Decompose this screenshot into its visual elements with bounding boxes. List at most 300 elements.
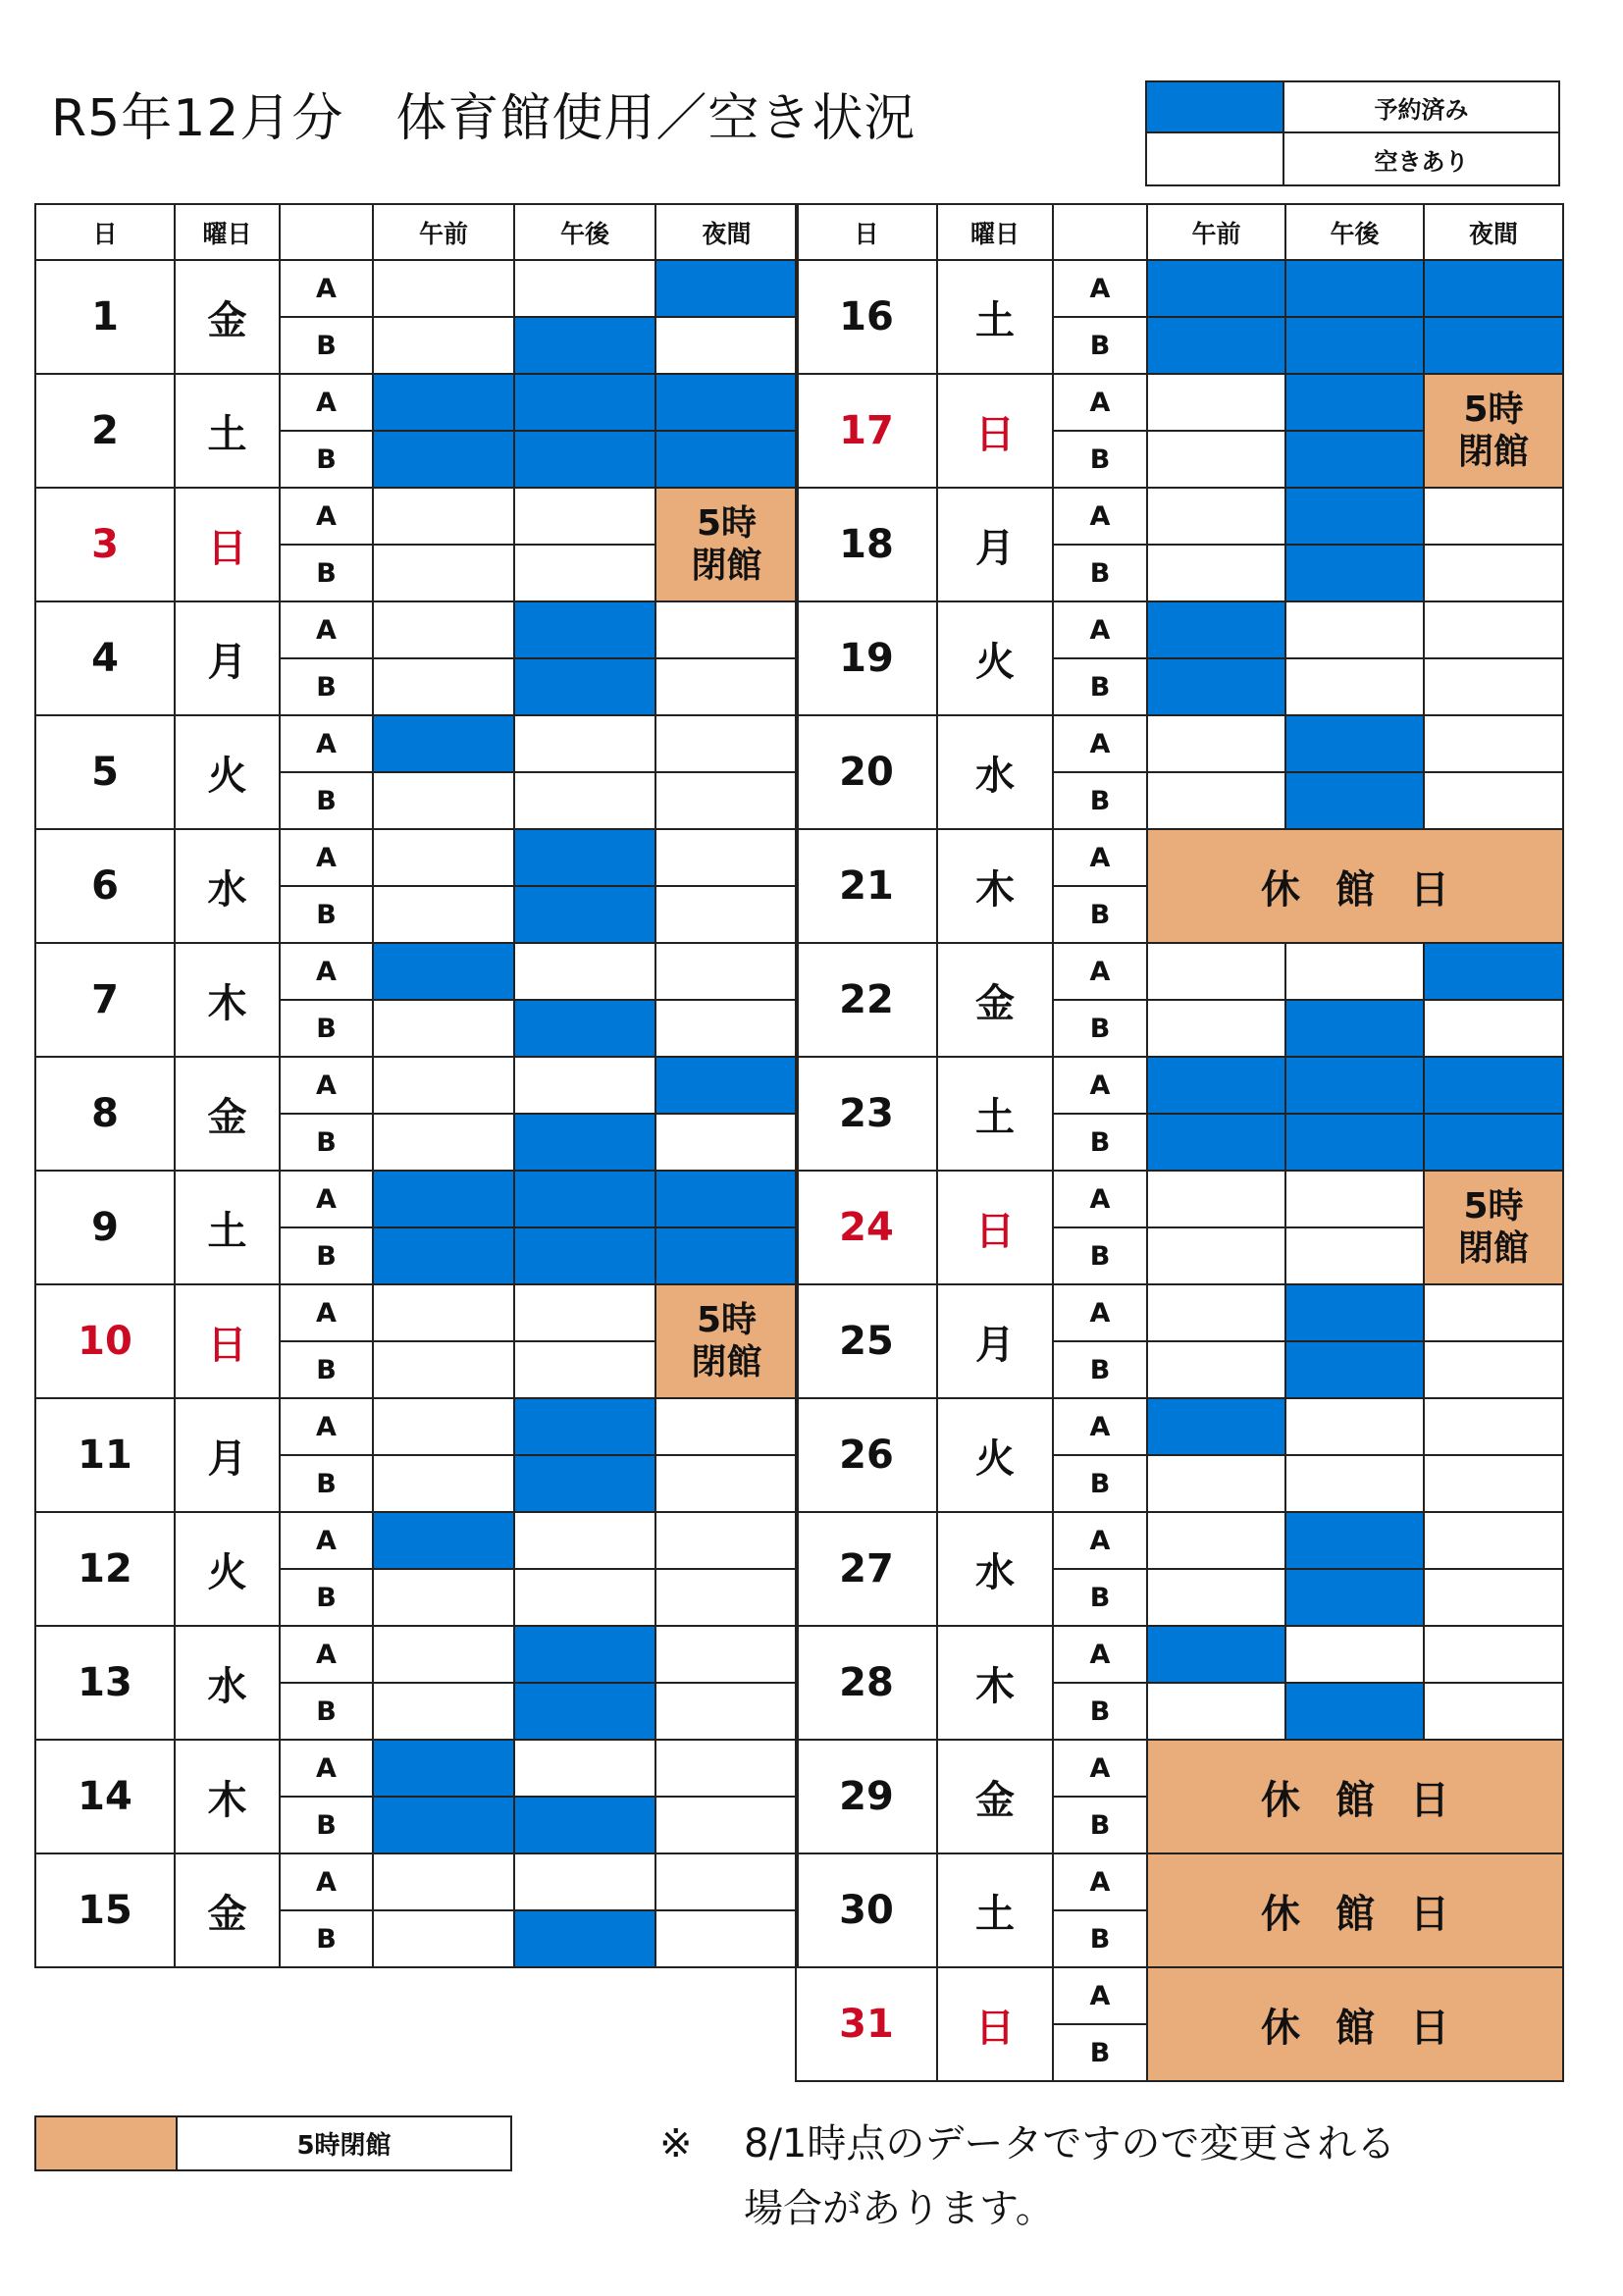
footnote-mark: ※ <box>659 2121 693 2166</box>
day-of-week: 火 <box>937 601 1053 715</box>
slot-am-a <box>1147 943 1285 1000</box>
slot-pm-a <box>1285 1512 1424 1569</box>
sub-label-b: B <box>1053 2024 1147 2081</box>
slot-am-a <box>373 1512 514 1569</box>
slot-am-a <box>1147 601 1285 658</box>
header-dow: 曜日 <box>937 204 1053 260</box>
day-of-week: 木 <box>175 943 280 1057</box>
day-of-week: 金 <box>175 260 280 374</box>
day-of-week: 日 <box>937 1171 1053 1284</box>
day-of-week: 木 <box>937 829 1053 943</box>
sub-label-a: A <box>280 1512 373 1569</box>
day-number: 14 <box>35 1740 175 1853</box>
footnote-line1: 8/1時点のデータですので変更される <box>744 2121 1396 2166</box>
slot-pm-a <box>514 715 655 772</box>
slot-am-b <box>1147 1341 1285 1398</box>
table-row <box>796 601 1563 658</box>
slot-am-b <box>1147 317 1285 374</box>
slot-pm-b <box>514 431 655 488</box>
slot-am-b <box>373 772 514 829</box>
day-number: 22 <box>796 943 937 1057</box>
slot-pm-b <box>1285 1569 1424 1626</box>
sub-label-b: B <box>280 1569 373 1626</box>
day-of-week: 土 <box>937 1853 1053 1967</box>
slot-night-a <box>1424 1512 1563 1569</box>
day-number: 27 <box>796 1512 937 1626</box>
day-number: 6 <box>35 829 175 943</box>
slot-am-a <box>1147 1171 1285 1227</box>
slot-night-b <box>1424 1569 1563 1626</box>
slot-am-a <box>373 260 514 317</box>
slot-am-a <box>1147 488 1285 545</box>
slot-pm-b <box>514 1455 655 1512</box>
day-number: 28 <box>796 1626 937 1740</box>
sub-label-a: A <box>280 488 373 545</box>
slot-am-b <box>373 317 514 374</box>
header-pm: 午後 <box>1285 204 1424 260</box>
sub-label-b: B <box>280 1455 373 1512</box>
day-of-week: 月 <box>937 1284 1053 1398</box>
sub-label-b: B <box>280 317 373 374</box>
table-row <box>796 829 1563 886</box>
day-number: 7 <box>35 943 175 1057</box>
table-row <box>35 1284 798 1341</box>
slot-night-b <box>655 1455 798 1512</box>
day-of-week: 土 <box>937 260 1053 374</box>
day-number: 20 <box>796 715 937 829</box>
day-number: 25 <box>796 1284 937 1398</box>
legend-bottom <box>34 2115 512 2171</box>
slot-pm-b <box>514 1114 655 1171</box>
slot-pm-a <box>514 488 655 545</box>
table-row <box>796 1853 1563 1910</box>
slot-am-a <box>373 1284 514 1341</box>
closed5-legend-label: 5時閉館 <box>296 2131 392 2161</box>
closed5-line2: 閉館 <box>1457 432 1529 472</box>
sub-label-a: A <box>1053 1284 1147 1341</box>
slot-pm-a <box>1285 260 1424 317</box>
table-row <box>35 1853 798 1910</box>
closed5-line2: 閉館 <box>691 1342 762 1383</box>
day-number: 23 <box>796 1057 937 1171</box>
slot-night-a <box>1424 943 1563 1000</box>
slot-night-a <box>1424 488 1563 545</box>
slot-am-b <box>373 1910 514 1967</box>
slot-am-b <box>373 545 514 601</box>
slot-night-b <box>1424 658 1563 715</box>
sub-label-b: B <box>1053 1683 1147 1740</box>
sub-label-a: A <box>1053 1740 1147 1797</box>
slot-night-b <box>1424 1455 1563 1512</box>
slot-night-b <box>655 1000 798 1057</box>
day-of-week: 金 <box>175 1057 280 1171</box>
slot-night-b <box>1424 317 1563 374</box>
slot-pm-a <box>514 829 655 886</box>
table-row <box>35 943 798 1000</box>
slot-night-a <box>1424 1398 1563 1455</box>
sub-label-a: A <box>1053 1398 1147 1455</box>
slot-am-a <box>373 1057 514 1114</box>
table-row <box>35 1171 798 1227</box>
table-row <box>796 1967 1563 2024</box>
day-number: 15 <box>35 1853 175 1967</box>
slot-am-b <box>373 1000 514 1057</box>
slot-pm-a <box>514 1057 655 1114</box>
table-row <box>796 1284 1563 1341</box>
slot-am-a <box>1147 374 1285 431</box>
slot-pm-a <box>514 1626 655 1683</box>
slot-pm-a <box>514 1512 655 1569</box>
day-number: 8 <box>35 1057 175 1171</box>
day-of-week: 水 <box>937 1512 1053 1626</box>
slot-pm-a <box>1285 601 1424 658</box>
header-am: 午前 <box>1147 204 1285 260</box>
sub-label-a: A <box>1053 1057 1147 1114</box>
table-row <box>796 1057 1563 1114</box>
slot-pm-a <box>1285 374 1424 431</box>
sub-label-a: A <box>280 1740 373 1797</box>
closed5-cell <box>655 488 798 601</box>
day-of-week: 火 <box>175 715 280 829</box>
sub-label-a: A <box>1053 1171 1147 1227</box>
slot-am-b <box>1147 1569 1285 1626</box>
closed5-swatch <box>36 2117 178 2169</box>
sub-label-b: B <box>280 1683 373 1740</box>
sub-label-b: B <box>1053 1455 1147 1512</box>
sub-label-b: B <box>1053 1569 1147 1626</box>
slot-night-a <box>655 1626 798 1683</box>
slot-night-a <box>655 715 798 772</box>
day-number: 29 <box>796 1740 937 1853</box>
slot-pm-b <box>514 1683 655 1740</box>
day-number: 26 <box>796 1398 937 1512</box>
slot-night-a <box>1424 715 1563 772</box>
sub-label-b: B <box>280 1114 373 1171</box>
sub-label-b: B <box>1053 431 1147 488</box>
slot-am-b <box>1147 1683 1285 1740</box>
slot-night-a <box>655 1512 798 1569</box>
sub-label-b: B <box>280 658 373 715</box>
sub-label-b: B <box>280 886 373 943</box>
free-swatch <box>1147 133 1284 184</box>
slot-night-b <box>655 1227 798 1284</box>
slot-pm-b <box>1285 431 1424 488</box>
slot-night-b <box>1424 1341 1563 1398</box>
sub-label-a: A <box>1053 260 1147 317</box>
slot-night-b <box>655 1910 798 1967</box>
slot-am-a <box>373 1853 514 1910</box>
day-number: 1 <box>35 260 175 374</box>
slot-night-a <box>1424 1284 1563 1341</box>
slot-pm-a <box>1285 1171 1424 1227</box>
table-row <box>35 1740 798 1797</box>
slot-am-a <box>373 943 514 1000</box>
sub-label-b: B <box>1053 545 1147 601</box>
slot-am-b <box>373 1683 514 1740</box>
day-of-week: 月 <box>175 601 280 715</box>
day-of-week: 月 <box>175 1398 280 1512</box>
legend-top <box>1145 80 1560 186</box>
slot-pm-b <box>1285 1000 1424 1057</box>
slot-pm-a <box>514 943 655 1000</box>
slot-pm-b <box>514 658 655 715</box>
sub-label-b: B <box>1053 1341 1147 1398</box>
slot-am-b <box>1147 1455 1285 1512</box>
slot-am-b <box>1147 545 1285 601</box>
closed5-line1: 5時 <box>1463 389 1524 430</box>
day-number: 21 <box>796 829 937 943</box>
table-row <box>35 260 798 317</box>
slot-am-a <box>1147 1284 1285 1341</box>
slot-pm-b <box>514 1569 655 1626</box>
table-row <box>35 1398 798 1455</box>
slot-pm-b <box>1285 1455 1424 1512</box>
day-number: 16 <box>796 260 937 374</box>
day-of-week: 日 <box>937 1967 1053 2081</box>
day-of-week: 金 <box>937 943 1053 1057</box>
table-row <box>35 488 798 545</box>
closed5-line2: 閉館 <box>691 546 762 586</box>
booked-swatch <box>1147 82 1284 133</box>
sub-label-b: B <box>280 1227 373 1284</box>
slot-pm-a <box>514 1284 655 1341</box>
slot-pm-a <box>514 374 655 431</box>
sub-label-a: A <box>1053 943 1147 1000</box>
slot-pm-a <box>514 1853 655 1910</box>
slot-pm-a <box>514 601 655 658</box>
slot-night-a <box>655 1398 798 1455</box>
table-row <box>796 715 1563 772</box>
free-legend-label: 空きあり <box>1374 147 1469 176</box>
slot-pm-a <box>514 1171 655 1227</box>
slot-night-b <box>655 658 798 715</box>
header-night: 夜間 <box>1424 204 1563 260</box>
header-sub <box>1053 204 1147 260</box>
header-sub <box>280 204 373 260</box>
slot-night-a <box>655 1740 798 1797</box>
sub-label-b: B <box>280 545 373 601</box>
header-row <box>35 204 798 260</box>
table-row <box>796 1398 1563 1455</box>
slot-pm-a <box>514 1740 655 1797</box>
slot-am-a <box>373 1398 514 1455</box>
sub-label-a: A <box>1053 601 1147 658</box>
day-number: 10 <box>35 1284 175 1398</box>
slot-pm-b <box>1285 545 1424 601</box>
slot-night-b <box>1424 1683 1563 1740</box>
slot-pm-b <box>514 1000 655 1057</box>
slot-night-b <box>655 1569 798 1626</box>
sub-label-a: A <box>1053 1853 1147 1910</box>
day-of-week: 日 <box>175 488 280 601</box>
slot-pm-b <box>514 772 655 829</box>
slot-pm-b <box>1285 1227 1424 1284</box>
closed5-line1: 5時 <box>1463 1185 1524 1226</box>
slot-am-a <box>373 601 514 658</box>
header-pm: 午後 <box>514 204 655 260</box>
slot-am-b <box>1147 431 1285 488</box>
sub-label-b: B <box>1053 317 1147 374</box>
day-number: 24 <box>796 1171 937 1284</box>
holiday-cell: 休館日 <box>1147 829 1563 943</box>
slot-night-a <box>655 829 798 886</box>
day-of-week: 水 <box>937 715 1053 829</box>
slot-night-b <box>655 1114 798 1171</box>
sub-label-b: B <box>280 1797 373 1853</box>
slot-am-a <box>373 1171 514 1227</box>
sub-label-b: B <box>1053 1910 1147 1967</box>
slot-am-a <box>1147 1057 1285 1114</box>
slot-night-a <box>655 260 798 317</box>
slot-am-a <box>373 829 514 886</box>
slot-pm-b <box>514 545 655 601</box>
table-row <box>35 1626 798 1683</box>
table-row <box>796 943 1563 1000</box>
slot-night-a <box>655 1853 798 1910</box>
slot-night-a <box>1424 601 1563 658</box>
sub-label-a: A <box>1053 1626 1147 1683</box>
day-number: 4 <box>35 601 175 715</box>
slot-pm-b <box>1285 317 1424 374</box>
day-number: 9 <box>35 1171 175 1284</box>
table-row <box>796 260 1563 317</box>
sub-label-b: B <box>280 1000 373 1057</box>
table-row <box>35 829 798 886</box>
slot-night-a <box>655 1171 798 1227</box>
sub-label-a: A <box>1053 374 1147 431</box>
day-number: 31 <box>796 1967 937 2081</box>
slot-pm-b <box>514 1910 655 1967</box>
slot-am-b <box>373 431 514 488</box>
sub-label-b: B <box>1053 772 1147 829</box>
sub-label-b: B <box>1053 1797 1147 1853</box>
day-of-week: 金 <box>175 1853 280 1967</box>
slot-pm-b <box>1285 1114 1424 1171</box>
slot-am-a <box>373 715 514 772</box>
day-of-week: 火 <box>937 1398 1053 1512</box>
sub-label-b: B <box>1053 886 1147 943</box>
slot-night-a <box>1424 260 1563 317</box>
slot-pm-a <box>514 1398 655 1455</box>
day-of-week: 木 <box>175 1740 280 1853</box>
day-number: 3 <box>35 488 175 601</box>
table-row <box>796 1626 1563 1683</box>
day-number: 19 <box>796 601 937 715</box>
slot-pm-a <box>1285 1284 1424 1341</box>
sub-label-a: A <box>280 601 373 658</box>
slot-am-a <box>1147 1626 1285 1683</box>
sub-label-a: A <box>1053 488 1147 545</box>
day-number: 12 <box>35 1512 175 1626</box>
slot-night-b <box>1424 1114 1563 1171</box>
slot-night-b <box>1424 1000 1563 1057</box>
slot-am-a <box>1147 715 1285 772</box>
slot-night-a <box>655 1057 798 1114</box>
day-number: 18 <box>796 488 937 601</box>
sub-label-a: A <box>280 374 373 431</box>
slot-am-b <box>373 658 514 715</box>
day-of-week: 金 <box>937 1740 1053 1853</box>
slot-pm-b <box>514 1797 655 1853</box>
table-row <box>35 1057 798 1114</box>
slot-pm-a <box>1285 1057 1424 1114</box>
closed5-cell <box>655 1284 798 1398</box>
schedule-table-right <box>795 203 1564 2082</box>
sub-label-a: A <box>280 715 373 772</box>
slot-am-a <box>373 1626 514 1683</box>
slot-am-a <box>373 488 514 545</box>
slot-night-a <box>655 943 798 1000</box>
table-row <box>796 488 1563 545</box>
sub-label-b: B <box>1053 1114 1147 1171</box>
day-number: 17 <box>796 374 937 488</box>
header-row <box>796 204 1563 260</box>
closed5-line1: 5時 <box>696 1299 758 1340</box>
sub-label-a: A <box>280 1171 373 1227</box>
slot-night-b <box>655 1683 798 1740</box>
table-row <box>796 1171 1563 1227</box>
day-of-week: 土 <box>175 1171 280 1284</box>
footnote-line2: 場合があります。 <box>744 2186 1055 2231</box>
header-day: 日 <box>796 204 937 260</box>
day-number: 11 <box>35 1398 175 1512</box>
header-day: 日 <box>35 204 175 260</box>
sub-label-a: A <box>280 1398 373 1455</box>
sub-label-b: B <box>1053 1227 1147 1284</box>
slot-night-a <box>1424 1626 1563 1683</box>
slot-pm-b <box>514 1341 655 1398</box>
day-of-week: 火 <box>175 1512 280 1626</box>
slot-pm-a <box>1285 1398 1424 1455</box>
slot-am-b <box>373 1114 514 1171</box>
slot-am-b <box>1147 1000 1285 1057</box>
slot-pm-b <box>1285 1683 1424 1740</box>
sub-label-a: A <box>1053 829 1147 886</box>
slot-am-a <box>1147 1398 1285 1455</box>
table-row <box>35 374 798 431</box>
holiday-cell: 休館日 <box>1147 1967 1563 2081</box>
slot-night-b <box>655 317 798 374</box>
sub-label-a: A <box>280 260 373 317</box>
slot-am-b <box>373 1455 514 1512</box>
booked-legend-label: 予約済み <box>1284 82 1558 133</box>
sub-label-a: A <box>1053 1512 1147 1569</box>
sub-label-a: A <box>1053 715 1147 772</box>
sub-label-b: B <box>1053 658 1147 715</box>
holiday-cell: 休館日 <box>1147 1853 1563 1967</box>
closed5-line2: 閉館 <box>1457 1228 1529 1269</box>
slot-night-b <box>1424 545 1563 601</box>
closed5-cell <box>1424 374 1563 488</box>
day-number: 30 <box>796 1853 937 1967</box>
slot-am-b <box>373 1797 514 1853</box>
day-number: 5 <box>35 715 175 829</box>
table-row <box>35 601 798 658</box>
slot-pm-a <box>1285 943 1424 1000</box>
sub-label-a: A <box>280 1853 373 1910</box>
day-of-week: 日 <box>937 374 1053 488</box>
slot-night-a <box>1424 1057 1563 1114</box>
sub-label-a: A <box>280 829 373 886</box>
sub-label-b: B <box>280 1341 373 1398</box>
day-of-week: 月 <box>937 488 1053 601</box>
table-row <box>796 1512 1563 1569</box>
sub-label-b: B <box>280 431 373 488</box>
slot-pm-b <box>514 886 655 943</box>
holiday-cell: 休館日 <box>1147 1740 1563 1853</box>
slot-am-b <box>1147 772 1285 829</box>
slot-am-b <box>373 1227 514 1284</box>
